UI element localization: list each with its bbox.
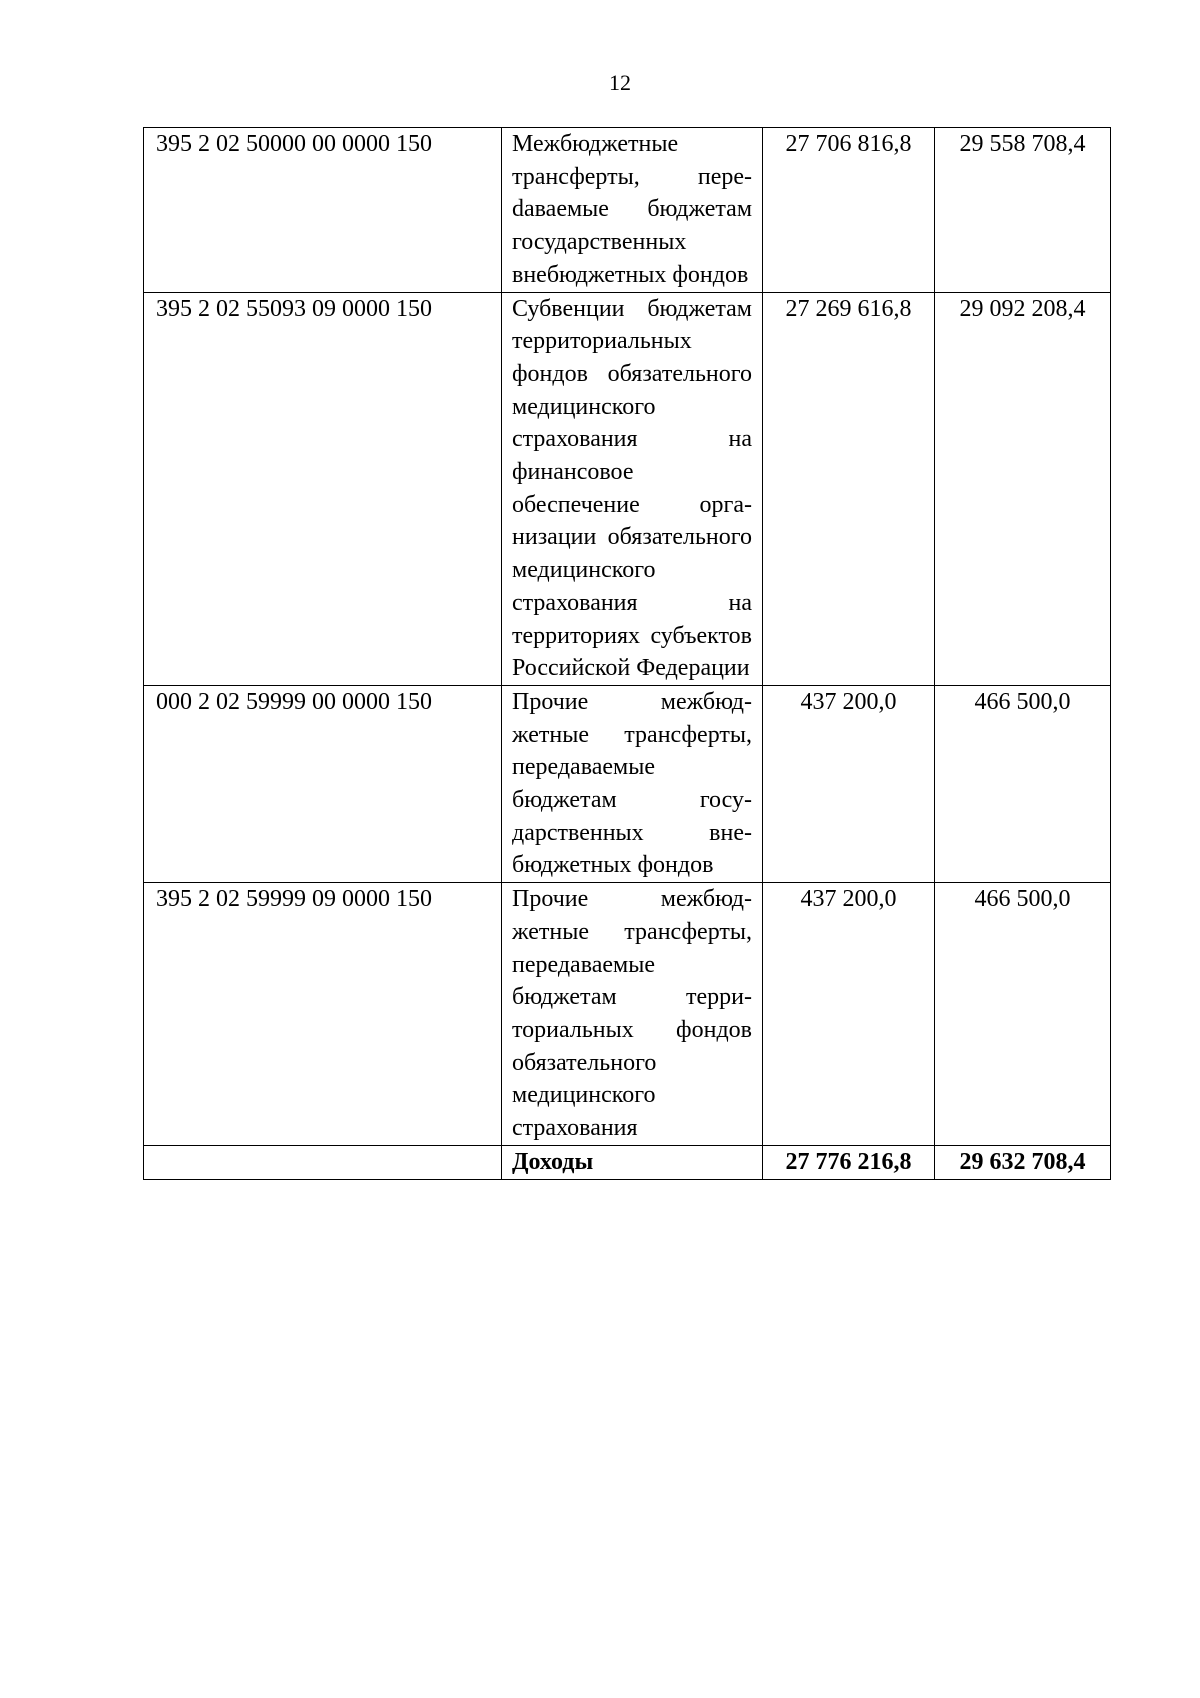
total-second-year: 29 632 708,4	[935, 1145, 1111, 1179]
total-code-cell	[144, 1145, 502, 1179]
amount-first-year-cell: 437 200,0	[763, 883, 935, 1146]
table-row	[144, 883, 1111, 1146]
total-first-year: 27 776 216,8	[763, 1145, 935, 1179]
amount-second-year-cell: 466 500,0	[935, 883, 1111, 1146]
budget-code-cell: 395 2 02 50000 00 0000 150	[144, 128, 502, 293]
amount-second-year-cell: 466 500,0	[935, 685, 1111, 882]
table-row	[144, 292, 1111, 685]
description-cell: Субвенции бюджетам территориальных фондов обязательного медицинского страхования на финансовое обеспечение организации обязательного медицинского страхования на территориях субъектов Российской Федерации	[502, 292, 763, 685]
total-label: Доходы	[502, 1145, 763, 1179]
budget-code-cell: 000 2 02 59999 00 0000 150	[144, 685, 502, 882]
table-row	[144, 128, 1111, 293]
revenue-table	[143, 127, 1111, 1180]
description-cell: Прочие межбюджетные трансферты, передаваемые бюджетам территориальных фондов обязательного медицинского страхования	[502, 883, 763, 1146]
page-number: 12	[609, 70, 631, 95]
description-cell: Межбюджетные трансферты, переdаваемые бюджетам государственных внебюджетных фондов	[502, 128, 763, 293]
table-row	[144, 685, 1111, 882]
amount-second-year-cell: 29 092 208,4	[935, 292, 1111, 685]
amount-first-year-cell: 27 706 816,8	[763, 128, 935, 293]
description-cell: Прочие межбюджетные трансферты, передаваемые бюджетам государственных внебюджетных фондов	[502, 685, 763, 882]
budget-code-cell: 395 2 02 55093 09 0000 150	[144, 292, 502, 685]
amount-second-year-cell: 29 558 708,4	[935, 128, 1111, 293]
budget-code-cell: 395 2 02 59999 09 0000 150	[144, 883, 502, 1146]
total-row	[144, 1145, 1111, 1179]
amount-first-year-cell: 27 269 616,8	[763, 292, 935, 685]
amount-first-year-cell: 437 200,0	[763, 685, 935, 882]
